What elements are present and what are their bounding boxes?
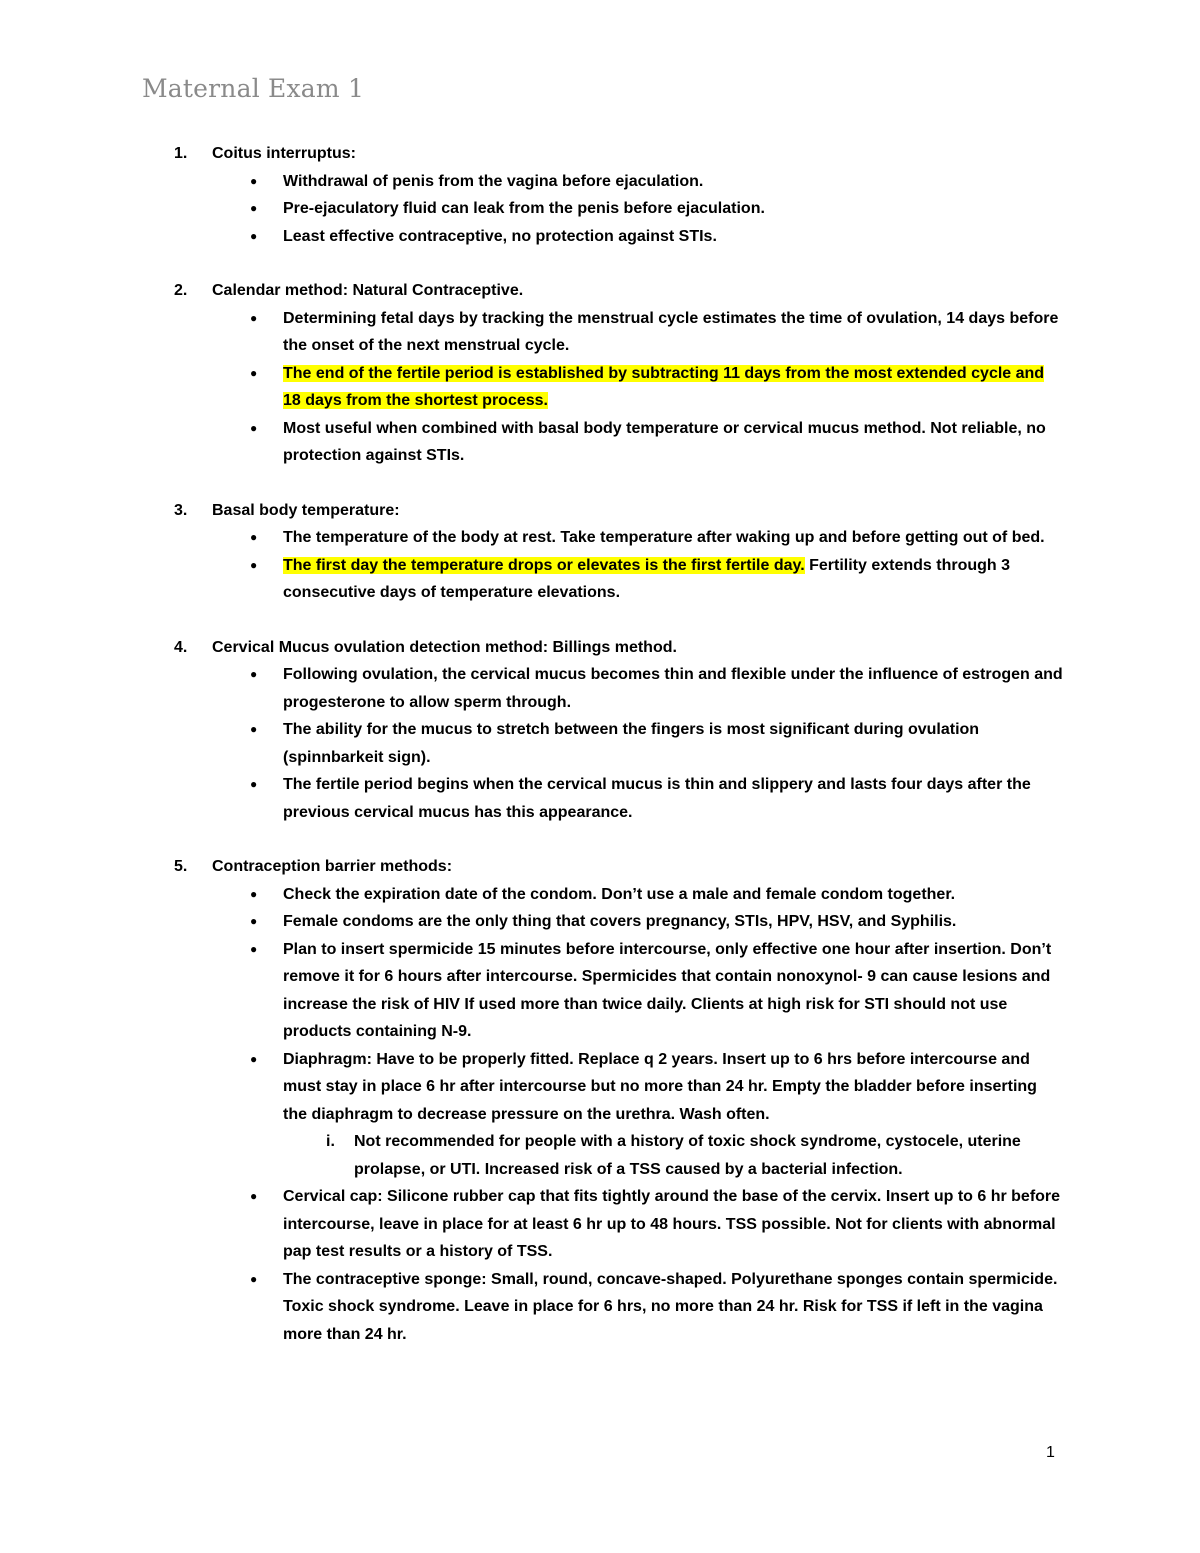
bullet-text: Fertility extends through 3 consecutive days of temperature elevations. bbox=[283, 556, 1010, 601]
section-heading-text: Basal body temperature: bbox=[212, 501, 400, 519]
section-number: 5. bbox=[174, 858, 188, 875]
page-title: Maternal Exam 1 bbox=[142, 74, 365, 103]
bullet-item bbox=[0, 881, 1063, 909]
bullet-item bbox=[0, 1183, 1063, 1266]
bullet-text: Most useful when combined with basal body temperature or cervical mucus method. Not reliable, no protection against STIs. bbox=[283, 419, 1046, 464]
section-heading-text: Coitus interruptus: bbox=[212, 145, 356, 162]
section-3 bbox=[0, 497, 1200, 607]
highlighted-text: The first day the temperature drops or elevates is the first fertile day. bbox=[283, 556, 805, 574]
bullet-text: Withdrawal of penis from the vagina before ejaculation. bbox=[283, 172, 704, 190]
bullet-item bbox=[0, 415, 1063, 470]
section-heading bbox=[0, 497, 1200, 525]
bullet-item bbox=[0, 360, 1063, 415]
bullet-item bbox=[0, 195, 1063, 223]
bullet-item bbox=[0, 305, 1063, 360]
sub-list-marker: i. bbox=[326, 1133, 335, 1150]
bullet-item bbox=[0, 908, 1063, 936]
section-2 bbox=[0, 277, 1200, 470]
section-number: 2. bbox=[174, 282, 188, 299]
bullet-item bbox=[0, 168, 1063, 196]
section-heading bbox=[0, 634, 1200, 662]
bullet-item bbox=[0, 1266, 1063, 1349]
section-number: 1. bbox=[174, 145, 188, 162]
bullet-item bbox=[0, 716, 1063, 771]
bullet-text: Check the expiration date of the condom. Don’t use a male and female condom together. bbox=[283, 885, 956, 903]
bullet-item bbox=[0, 552, 1063, 607]
bullet-text: Determining fetal days by tracking the menstrual cycle estimates the time of ovulation, 14 days before the onset of the next menstrual cycle. bbox=[283, 309, 1059, 354]
section-heading bbox=[0, 277, 1200, 305]
section-1 bbox=[0, 140, 1200, 250]
highlighted-text: The end of the fertile period is established by subtracting 11 days from the most extended cycle and 18 days from the shortest process. bbox=[283, 364, 1045, 409]
bullet-item bbox=[0, 771, 1063, 826]
bullet-item bbox=[0, 661, 1063, 716]
bullet-text: Least effective contraceptive, no protection against STIs. bbox=[283, 227, 717, 245]
section-heading-text: Contraception barrier methods: bbox=[212, 858, 453, 875]
bullet-text: Cervical cap: Silicone rubber cap that fits tightly around the base of the cervix. Insert up to 6 hr before intercourse, leave in place for at least 6 hr up to 48 hours. TSS possible. Not for clients with abnormal pap test results or a history of TSS. bbox=[283, 1188, 1061, 1260]
bullet-text: The temperature of the body at rest. Take temperature after waking up and before getting out of bed. bbox=[283, 529, 1045, 546]
bullet-item bbox=[0, 1046, 1063, 1129]
bullet-item bbox=[0, 524, 1063, 552]
section-heading bbox=[0, 853, 1200, 881]
section-number: 4. bbox=[174, 638, 188, 656]
section-heading-text: Cervical Mucus ovulation detection method: Billings method. bbox=[212, 638, 677, 656]
bullet-item bbox=[0, 936, 1063, 1046]
section-heading-text: Calendar method: Natural Contraceptive. bbox=[212, 282, 524, 299]
section-4 bbox=[0, 634, 1200, 827]
section-number: 3. bbox=[174, 501, 188, 519]
bullet-text: The contraceptive sponge: Small, round, concave-shaped. Polyurethane sponges contain spermicide. Toxic shock syndrome. Leave in place for 6 hrs, no more than 24 hr. Risk for TSS if left in the vagina more than 24 hr. bbox=[283, 1270, 1058, 1343]
section-5 bbox=[0, 853, 1200, 1348]
bullet-item bbox=[0, 223, 1063, 251]
page-number: 1 bbox=[1046, 1444, 1055, 1461]
bullet-text: Following ovulation, the cervical mucus becomes thin and flexible under the influence of estrogen and progesterone to allow sperm through. bbox=[283, 666, 1063, 711]
bullet-text: The ability for the mucus to stretch between the fingers is most significant during ovulation (spinnbarkeit sign). bbox=[283, 721, 980, 766]
sub-list-item bbox=[0, 1128, 1064, 1183]
document-body bbox=[0, 140, 1200, 1375]
bullet-text: The fertile period begins when the cervical mucus is thin and slippery and lasts four days after the previous cervical mucus has this appearance. bbox=[283, 776, 1031, 821]
bullet-text: Female condoms are the only thing that covers pregnancy, STIs, HPV, HSV, and Syphilis. bbox=[283, 913, 957, 930]
bullet-text: Plan to insert spermicide 15 minutes before intercourse, only effective one hour after insertion. Don’t remove it for 6 hours after intercourse. Spermicides that contain nonoxynol- 9 can cause lesions and increase the risk of HIV If used more than twice daily. Clients at high risk for STI should not use products containing N-9. bbox=[283, 940, 1052, 1040]
section-heading bbox=[0, 140, 1200, 168]
sub-list-text: Not recommended for people with a history of toxic shock syndrome, cystocele, uterine prolapse, or UTI. Increased risk of a TSS caused by a bacterial infection. bbox=[354, 1133, 1021, 1178]
bullet-text: Pre-ejaculatory fluid can leak from the penis before ejaculation. bbox=[283, 200, 765, 217]
bullet-text: Diaphragm: Have to be properly fitted. Replace q 2 years. Insert up to 6 hrs before intercourse and must stay in place 6 hr after intercourse but no more than 24 hr. Empty the bladder before inserting the diaphragm to decrease pressure on the urethra. Wash often. bbox=[283, 1050, 1037, 1123]
